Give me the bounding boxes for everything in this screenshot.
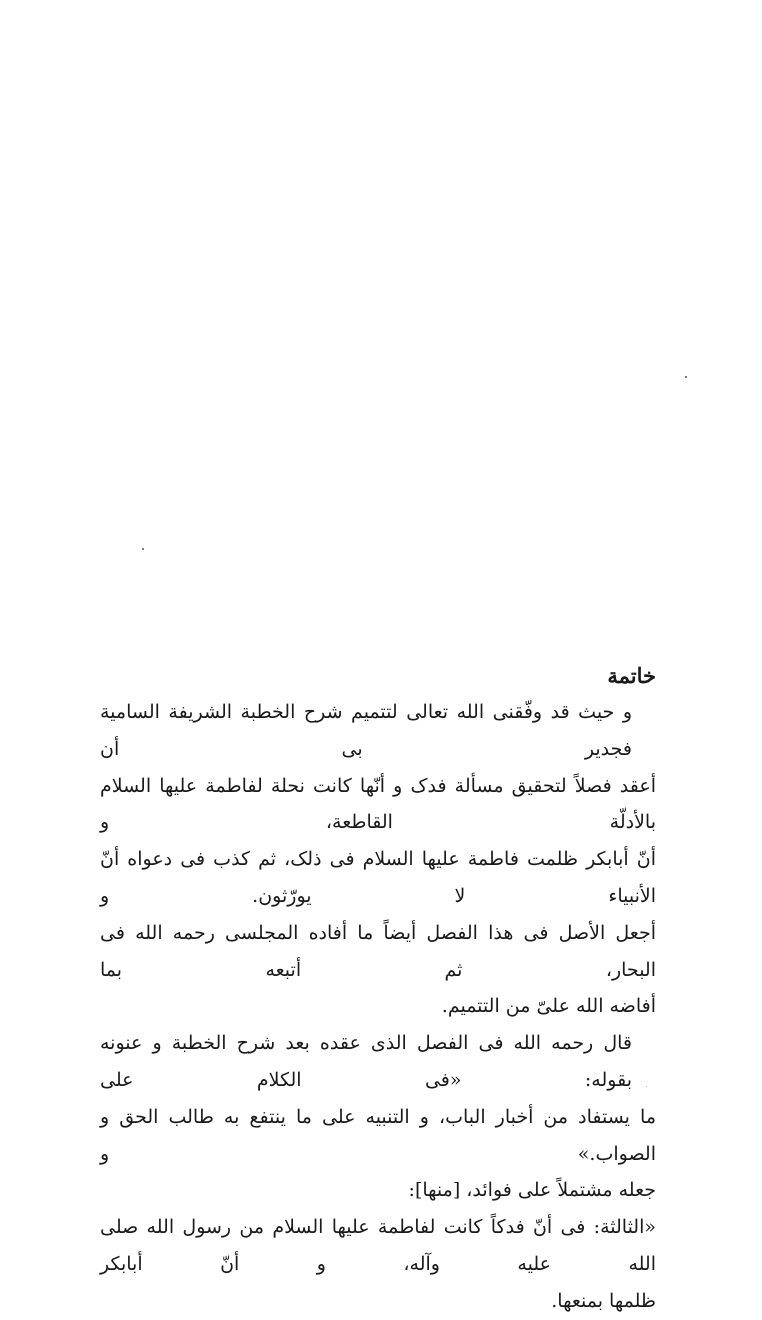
text-line: أفاضه الله علىّ من التتميم. bbox=[441, 995, 656, 1018]
text-line: أعقد فصلاً لتحقيق مسألة فدک و أنّها كانت نحلة لفاطمة عليها السلام بالأدلّة القاطعة، و bbox=[100, 774, 656, 834]
text-line: و حيث قد وفّقنى الله تعالى لتتميم شرح الخطبة الشريفة السامية فجدير بى أن bbox=[100, 701, 632, 760]
paragraph-3 bbox=[100, 1209, 656, 1319]
page-text-block bbox=[100, 658, 656, 1320]
text-line: ما يستفاد من أخبار الباب، و التنبيه على ما ينتفع به طالب الحق و الصواب.» و bbox=[100, 1105, 656, 1165]
text-line: «الثالثة: فى أنّ فدكاً كانت لفاطمة عليها السلام من رسول الله صلى الله عليه وآله، و أنّ أبابكر bbox=[100, 1216, 656, 1275]
scan-speck bbox=[685, 376, 687, 378]
scan-speck bbox=[142, 548, 144, 550]
section-heading: خاتمة bbox=[607, 663, 656, 688]
text-line: قال رحمه الله فى الفصل الذى عقده بعد شرح الخطبة و عنونه بقوله: «فى الكلام على bbox=[100, 1032, 632, 1091]
paragraph-1 bbox=[100, 694, 656, 1025]
text-line: جعله مشتملاً على فوائد، [منها]: bbox=[408, 1179, 656, 1202]
text-line: ظلمها بمنعها. bbox=[551, 1289, 656, 1312]
paragraph-2 bbox=[100, 1025, 656, 1209]
text-line: أنّ أبابكر ظلمت فاطمة عليها السلام فى ذلک، ثم كذب فى دعواه أنّ الأنبياء لا يورّثون. و bbox=[100, 848, 656, 907]
text-line: أجعل الأصل فى هذا الفصل أيضاً ما أفاده المجلسى رحمه الله فى البحار، ثم أتبعه بما bbox=[100, 921, 656, 981]
